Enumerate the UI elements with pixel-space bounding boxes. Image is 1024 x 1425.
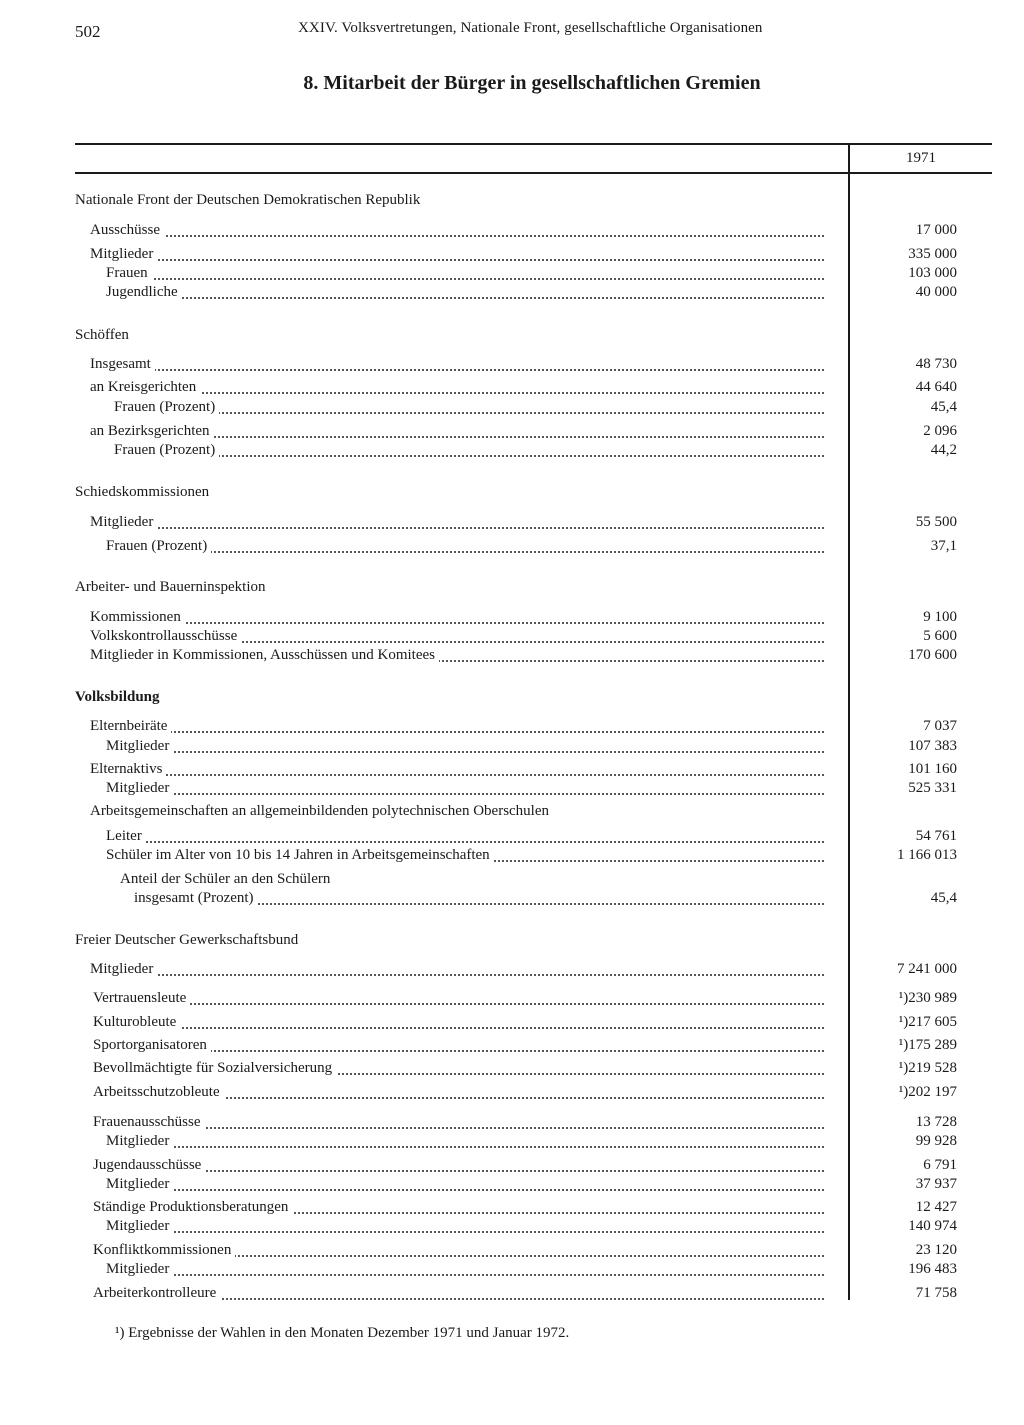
row-label: Mitglieder <box>106 1175 173 1193</box>
table-row <box>0 846 1024 864</box>
row-label: Mitglieder <box>106 1217 173 1235</box>
table-row <box>0 355 1024 373</box>
row-label: Frauen (Prozent) <box>114 441 219 459</box>
row-label: Konfliktkommissionen <box>93 1241 235 1259</box>
row-label: Frauen <box>106 264 152 282</box>
row-value: 37,1 <box>930 538 957 554</box>
section-heading-schiedskommissionen: Schiedskommissionen <box>75 484 210 500</box>
row-value: 525 331 <box>908 780 957 796</box>
row-label: Frauen (Prozent) <box>114 398 219 416</box>
row-label: Insgesamt <box>90 355 155 373</box>
table-row <box>0 646 1024 664</box>
row-label: Vertrauensleute <box>93 989 190 1007</box>
row-label: Elternaktivs <box>90 760 166 778</box>
section-heading-schoeffen: Schöffen <box>75 327 129 343</box>
row-label: insgesamt (Prozent) <box>134 889 258 907</box>
table-row <box>0 802 1024 820</box>
row-label: Mitglieder <box>106 737 173 755</box>
table-row <box>0 1217 1024 1235</box>
footnote-marker: ¹) <box>115 1325 125 1341</box>
row-value: 12 427 <box>915 1199 957 1215</box>
row-value: 6 791 <box>923 1157 957 1173</box>
row-value: ¹)202 197 <box>898 1084 957 1100</box>
row-value: 2 096 <box>923 423 957 439</box>
table-row <box>0 398 1024 416</box>
row-value: 40 000 <box>915 284 957 300</box>
row-label: Frauenausschüsse <box>93 1113 204 1131</box>
row-label: Arbeitsschutzobleute <box>93 1083 224 1101</box>
row-value: 170 600 <box>908 647 957 663</box>
row-label: Ausschüsse <box>90 221 164 239</box>
row-label: Mitglieder <box>106 1132 173 1150</box>
table-row <box>0 1284 1024 1302</box>
row-label: Kommissionen <box>90 608 185 626</box>
row-value: ¹)219 528 <box>898 1060 957 1076</box>
row-value: 44,2 <box>930 442 957 458</box>
row-value: 7 037 <box>923 718 957 734</box>
row-label: Volkskontrollausschüsse <box>90 627 241 645</box>
row-value: 103 000 <box>908 265 957 281</box>
row-label: Jugendausschüsse <box>93 1156 205 1174</box>
row-value: 335 000 <box>908 246 957 262</box>
section-heading-nationale-front: Nationale Front der Deutschen Demokratischen Republik <box>75 192 421 208</box>
row-value: 9 100 <box>923 609 957 625</box>
table-row <box>0 989 1024 1007</box>
row-label: Mitglieder <box>90 245 157 263</box>
row-label: Sportorganisatoren <box>93 1036 211 1054</box>
table-row <box>0 1175 1024 1193</box>
row-value: 48 730 <box>915 356 957 372</box>
table-row <box>0 221 1024 239</box>
row-label: Ständige Produktionsberatungen <box>93 1198 292 1216</box>
row-label: Elternbeiräte <box>90 717 171 735</box>
row-label: Leiter <box>106 827 146 845</box>
row-value: 13 728 <box>915 1114 957 1130</box>
row-label: Bevollmächtigte für Sozialversicherung <box>93 1059 336 1077</box>
table-row <box>0 537 1024 555</box>
table-row <box>0 283 1024 301</box>
row-value: ¹)217 605 <box>898 1014 957 1030</box>
footnote-text: Ergebnisse der Wahlen in den Monaten Dezember 1971 und Januar 1972. <box>128 1325 570 1341</box>
table-row <box>0 1260 1024 1278</box>
row-label: Anteil der Schüler an den Schülern <box>120 870 334 888</box>
table-row <box>0 513 1024 531</box>
row-value: 196 483 <box>908 1261 957 1277</box>
table-row <box>0 960 1024 978</box>
page-number: 502 <box>75 22 101 41</box>
table-row <box>0 1059 1024 1077</box>
row-value: 107 383 <box>908 738 957 754</box>
row-label: Mitglieder in Kommissionen, Ausschüssen und Komitees <box>90 646 439 664</box>
table-row <box>0 779 1024 797</box>
row-value: 44 640 <box>915 379 957 395</box>
row-label: an Kreisgerichten <box>90 378 200 396</box>
row-label: Kulturobleute <box>93 1013 180 1031</box>
table-row <box>0 1036 1024 1054</box>
table-row <box>0 889 1024 907</box>
row-value: 45,4 <box>930 890 957 906</box>
row-label: Arbeiterkontrolleure <box>93 1284 220 1302</box>
row-label: Arbeitsgemeinschaften an allgemeinbildenden polytechnischen Oberschulen <box>90 802 553 820</box>
column-header-year: 1971 <box>906 150 936 166</box>
footnote <box>115 1325 569 1342</box>
table-row <box>0 1083 1024 1101</box>
table-row <box>0 737 1024 755</box>
row-value: 54 761 <box>915 828 957 844</box>
table-row <box>0 1013 1024 1031</box>
row-value: 101 160 <box>908 761 957 777</box>
row-label: Mitglieder <box>106 779 173 797</box>
section-heading-abi: Arbeiter- und Bauerninspektion <box>75 579 266 595</box>
table-row <box>0 1132 1024 1150</box>
row-label: Frauen (Prozent) <box>106 537 211 555</box>
running-head: XXIV. Volksvertretungen, Nationale Front, gesellschaftliche Organisationen <box>298 20 763 36</box>
row-value: 23 120 <box>915 1242 957 1258</box>
row-label: Mitglieder <box>106 1260 173 1278</box>
table-title: 8. Mitarbeit der Bürger in gesellschaftlichen Gremien <box>303 72 761 94</box>
row-value: ¹)230 989 <box>898 990 957 1006</box>
row-value: 99 928 <box>915 1133 957 1149</box>
row-value: 7 241 000 <box>897 961 957 977</box>
row-value: 71 758 <box>915 1285 957 1301</box>
row-label: Schüler im Alter von 10 bis 14 Jahren in Arbeitsgemeinschaften <box>106 846 494 864</box>
row-value: ¹)175 289 <box>898 1037 957 1053</box>
row-value: 45,4 <box>930 399 957 415</box>
row-value: 5 600 <box>923 628 957 644</box>
row-value: 37 937 <box>915 1176 957 1192</box>
row-label: Jugendliche <box>106 283 182 301</box>
row-label: Mitglieder <box>90 513 157 531</box>
section-heading-fdgb: Freier Deutscher Gewerkschaftsbund <box>75 932 299 948</box>
row-value: 1 166 013 <box>897 847 957 863</box>
table-row <box>0 441 1024 459</box>
row-value: 17 000 <box>915 222 957 238</box>
section-heading-volksbildung: Volksbildung <box>75 689 160 705</box>
row-value: 140 974 <box>908 1218 957 1234</box>
row-label: Mitglieder <box>90 960 157 978</box>
row-label: an Bezirksgerichten <box>90 422 214 440</box>
row-value: 55 500 <box>915 514 957 530</box>
